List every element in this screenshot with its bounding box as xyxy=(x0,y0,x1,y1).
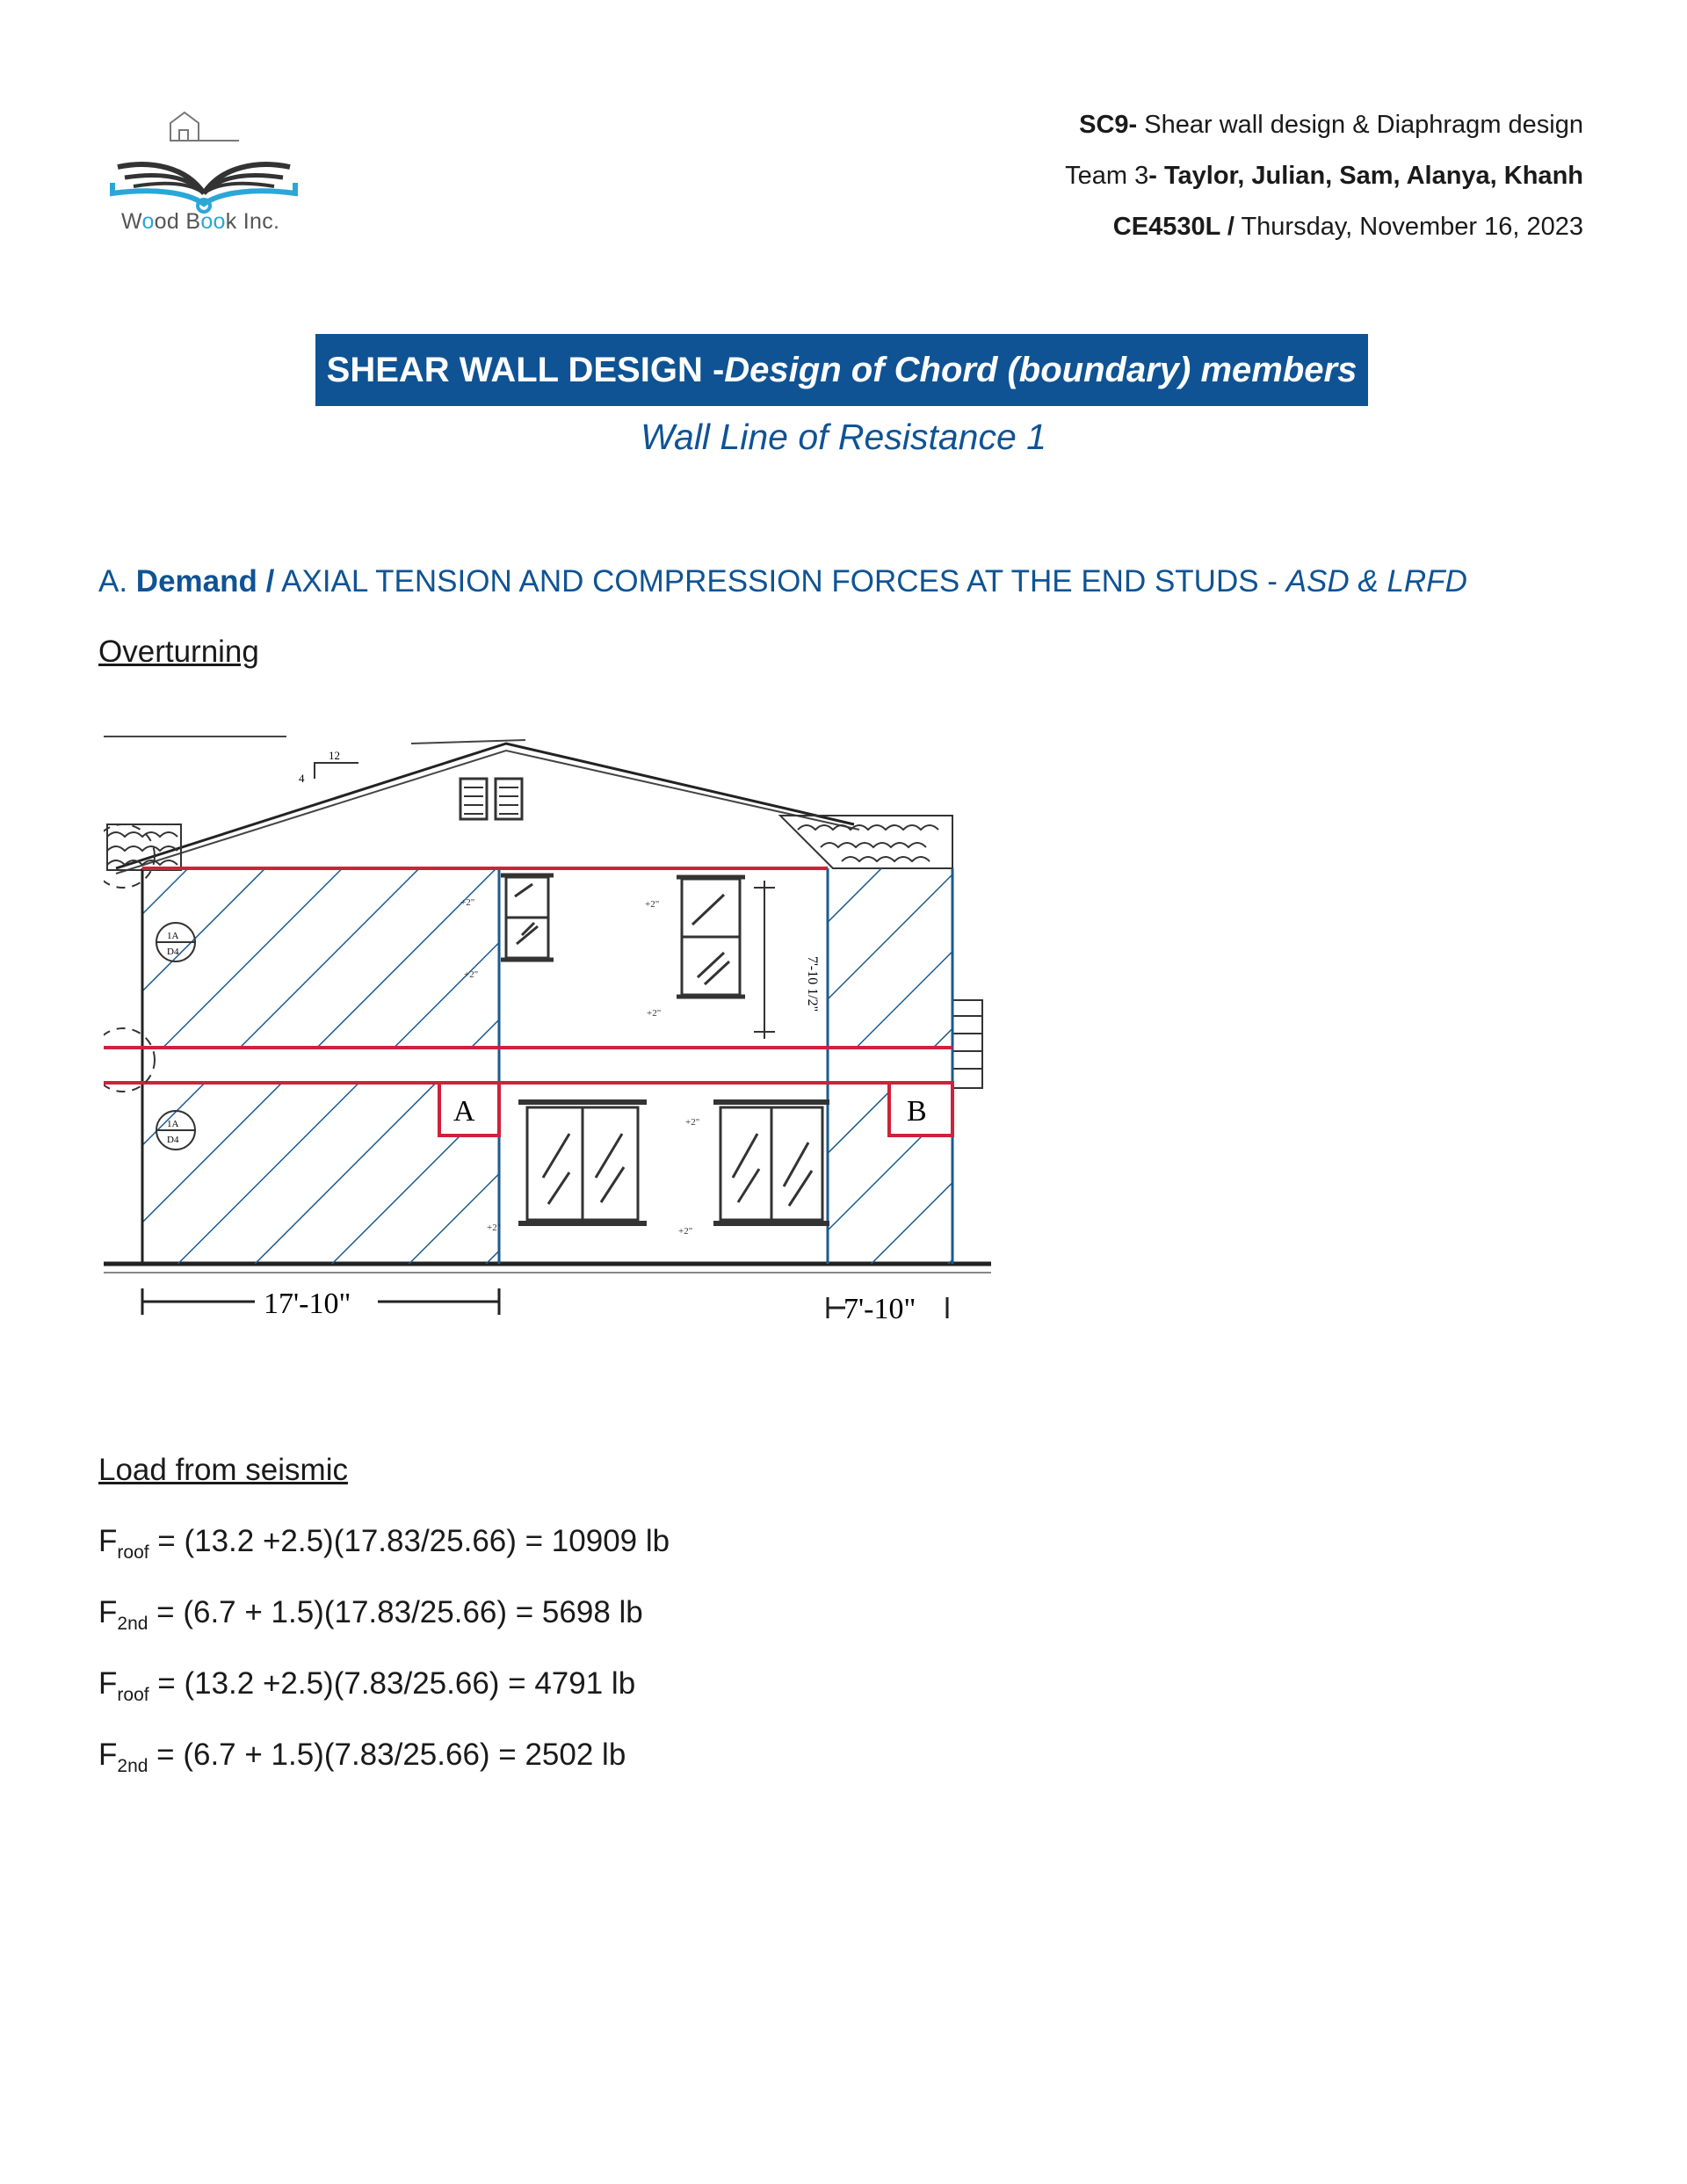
elevation-drawing xyxy=(104,721,991,1336)
clearance-note: +2" xyxy=(464,969,479,980)
header-date: CE4530L / Thursday, November 16, 2023 xyxy=(1112,213,1583,241)
clearance-note: +2" xyxy=(647,1008,662,1019)
clearance-note: +2" xyxy=(645,899,660,910)
clearance-note: +2" xyxy=(487,1223,502,1233)
section-banner: SHEAR WALL DESIGN - Design of Chord (boundary) members xyxy=(315,334,1368,406)
side-tiles xyxy=(952,1000,982,1088)
clearance-note: +2" xyxy=(678,1226,693,1237)
grid-tag-lower-sub: D4 xyxy=(167,1135,179,1145)
window-lower-left xyxy=(518,1102,647,1223)
grid-tag-upper-num: 1A xyxy=(167,931,179,941)
chord-label-b: B xyxy=(907,1095,927,1128)
dim-left-label: 17'-10" xyxy=(264,1288,351,1320)
equation-f-2nd-right: $F_{2nd} = (6.7 + 1.5)(7.83/25.66) = 2502$ lb xyxy=(98,1738,626,1776)
clearance-note: +2" xyxy=(460,897,475,908)
overturning-label: Overturning xyxy=(98,635,259,669)
window-upper-large xyxy=(677,877,745,997)
wall-line-subtitle: Wall Line of Resistance 1 xyxy=(641,417,1046,457)
chord-label-a: A xyxy=(453,1095,475,1128)
equation-f-roof-right: $F_{roof} = (13.2 +2.5)(7.83/25.66) = 4791$ lb xyxy=(98,1666,636,1705)
window-lower-right xyxy=(713,1102,829,1223)
roof-tiles-right xyxy=(780,816,952,868)
roof-tiles-left xyxy=(107,824,181,870)
section-a-heading: A. Demand / AXIAL TENSION AND COMPRESSION FORCES AT THE END STUDS - ASD & LRFD xyxy=(98,564,1467,599)
clearance-note: +2" xyxy=(685,1117,700,1128)
shear-wall-left-upper xyxy=(142,868,499,1048)
seismic-load-label: Load from seismic xyxy=(98,1453,348,1487)
grid-tag-upper-sub: D4 xyxy=(167,947,179,957)
dim-right-label: 7'-10" xyxy=(844,1293,916,1325)
equation-f-2nd-left: $F_{2nd} = (6.7 + 1.5)(17.83/25.66) = 5698$ lb xyxy=(98,1595,643,1634)
slope-run-label: 12 xyxy=(329,749,340,762)
dim-window-label: 7'-10 1/2" xyxy=(805,956,820,1012)
shear-wall-right-upper xyxy=(828,868,952,1048)
equation-f-roof-left: $F_{roof} = (13.2 +2.5)(17.83/25.66) = 10909$ lb xyxy=(98,1524,670,1563)
window-upper-small xyxy=(501,875,554,960)
header-course-title: SC9- Shear wall design & Diaphragm design xyxy=(1079,111,1583,139)
slope-rise-label: 4 xyxy=(299,772,305,785)
grid-tag-lower-num: 1A xyxy=(167,1119,179,1129)
logo-text: Wood Book Inc. xyxy=(121,209,280,234)
header-team: Team 3- Taylor, Julian, Sam, Alanya, Khanh xyxy=(1065,162,1583,190)
